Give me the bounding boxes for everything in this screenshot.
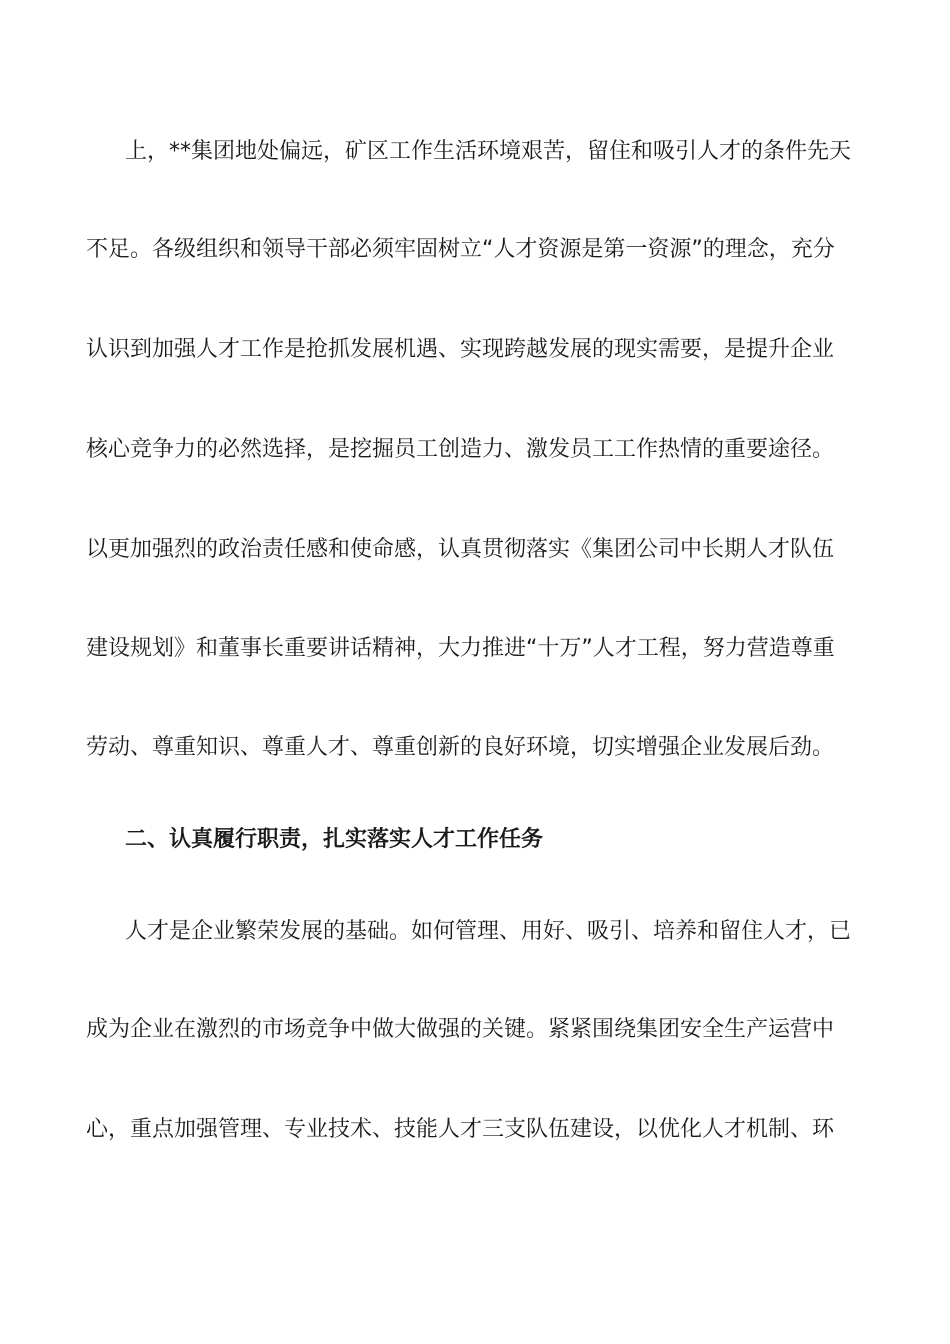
paragraph-line: 心，重点加强管理、专业技术、技能人才三支队伍建设，以优化人才机制、环 bbox=[86, 1117, 835, 1142]
paragraph-line: 成为企业在激烈的市场竞争中做大做强的关键。紧紧围绕集团安全生产运营中 bbox=[86, 1017, 835, 1042]
section-heading: 二、认真履行职责，扎实落实人才工作任务 bbox=[125, 827, 544, 852]
paragraph-line: 建设规划》和董事长重要讲话精神，大力推进“十万”人才工程，努力营造尊重 bbox=[86, 636, 835, 661]
paragraph-line: 以更加强烈的政治责任感和使命感，认真贯彻落实《集团公司中长期人才队伍 bbox=[86, 537, 835, 562]
paragraph-line: 劳动、尊重知识、尊重人才、尊重创新的良好环境，切实增强企业发展后劲。 bbox=[86, 735, 835, 760]
paragraph-line: 核心竞争力的必然选择，是挖掘员工创造力、激发员工工作热情的重要途径。 bbox=[86, 437, 835, 462]
paragraph-line: 认识到加强人才工作是抢抓发展机遇、实现跨越发展的现实需要，是提升企业 bbox=[86, 337, 835, 362]
paragraph-line: 不足。各级组织和领导干部必须牢固树立“人才资源是第一资源”的理念，充分 bbox=[86, 237, 835, 262]
paragraph-line: 人才是企业繁荣发展的基础。如何管理、用好、吸引、培养和留住人才，已 bbox=[125, 919, 852, 944]
paragraph-line: 上，**集团地处偏远，矿区工作生活环境艰苦，留住和吸引人才的条件先天 bbox=[125, 139, 852, 164]
